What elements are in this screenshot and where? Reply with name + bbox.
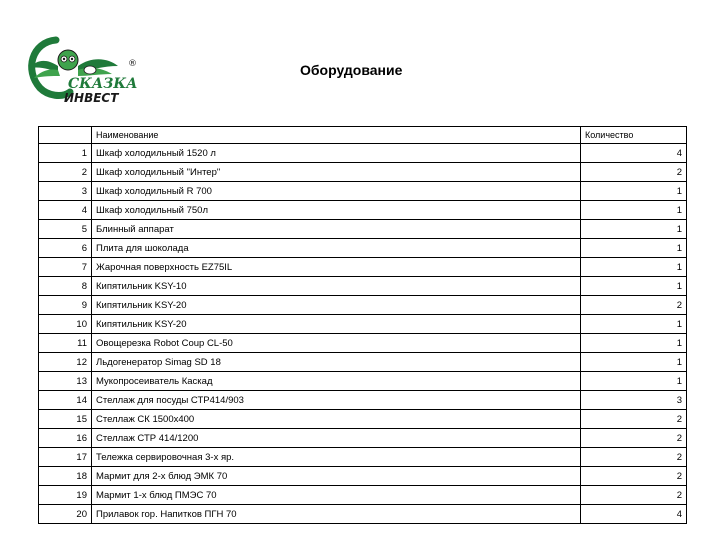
row-quantity: 2 (581, 486, 687, 505)
row-quantity: 1 (581, 201, 687, 220)
row-name: Кипятильник KSY-20 (92, 296, 581, 315)
row-number: 3 (39, 182, 92, 201)
page-title: Оборудование (300, 62, 403, 78)
table-row (39, 486, 687, 505)
table-row (39, 220, 687, 239)
row-name: Шкаф холодильный "Интер" (92, 163, 581, 182)
row-name: Плита для шоколада (92, 239, 581, 258)
row-quantity: 2 (581, 467, 687, 486)
row-number: 6 (39, 239, 92, 258)
row-quantity: 1 (581, 334, 687, 353)
row-name: Мармит для 2-х блюд ЭМК 70 (92, 467, 581, 486)
table-row (39, 296, 687, 315)
table-row (39, 410, 687, 429)
table-row (39, 315, 687, 334)
row-number: 9 (39, 296, 92, 315)
svg-text:СКАЗКА: СКАЗКА (68, 76, 138, 92)
equipment-table (38, 126, 687, 524)
row-quantity: 2 (581, 296, 687, 315)
table-row (39, 391, 687, 410)
row-quantity: 2 (581, 163, 687, 182)
table-row (39, 258, 687, 277)
row-number: 16 (39, 429, 92, 448)
header-quantity: Количество (581, 127, 687, 144)
row-quantity: 3 (581, 391, 687, 410)
row-number: 1 (39, 144, 92, 163)
table-row (39, 144, 687, 163)
row-number: 13 (39, 372, 92, 391)
table-row (39, 505, 687, 524)
row-name: Льдогенератор Simag SD 18 (92, 353, 581, 372)
row-quantity: 2 (581, 429, 687, 448)
row-number: 19 (39, 486, 92, 505)
table-row (39, 467, 687, 486)
row-number: 8 (39, 277, 92, 296)
row-name: Блинный аппарат (92, 220, 581, 239)
row-number: 2 (39, 163, 92, 182)
row-number: 10 (39, 315, 92, 334)
row-name: Шкаф холодильный 1520 л (92, 144, 581, 163)
row-name: Стеллаж СТР 414/1200 (92, 429, 581, 448)
row-quantity: 1 (581, 182, 687, 201)
row-quantity: 1 (581, 372, 687, 391)
row-name: Мармит 1-х блюд ПМЭС 70 (92, 486, 581, 505)
row-name: Кипятильник KSY-10 (92, 277, 581, 296)
table-row (39, 429, 687, 448)
row-number: 18 (39, 467, 92, 486)
table-row (39, 353, 687, 372)
row-number: 11 (39, 334, 92, 353)
row-quantity: 2 (581, 448, 687, 467)
row-name: Прилавок гор. Напитков ПГН 70 (92, 505, 581, 524)
row-quantity: 1 (581, 277, 687, 296)
row-number: 4 (39, 201, 92, 220)
company-logo (18, 30, 148, 110)
row-name: Кипятильник KSY-20 (92, 315, 581, 334)
row-quantity: 4 (581, 505, 687, 524)
row-number: 20 (39, 505, 92, 524)
table-row (39, 448, 687, 467)
table-row (39, 277, 687, 296)
row-name: Шкаф холодильный R 700 (92, 182, 581, 201)
row-quantity: 1 (581, 258, 687, 277)
row-quantity: 1 (581, 220, 687, 239)
row-name: Овощерезка Robot Coup CL-50 (92, 334, 581, 353)
row-name: Тележка сервировочная 3-х яр. (92, 448, 581, 467)
row-name: Мукопросеиватель Каскад (92, 372, 581, 391)
table-body (39, 144, 687, 524)
header-number (39, 127, 92, 144)
table-row (39, 239, 687, 258)
row-name: Стеллаж СК 1500х400 (92, 410, 581, 429)
row-name: Жарочная поверхность EZ75IL (92, 258, 581, 277)
row-number: 7 (39, 258, 92, 277)
row-name: Шкаф холодильный 750л (92, 201, 581, 220)
table-row (39, 334, 687, 353)
svg-text:ИНВЕСТ: ИНВЕСТ (64, 91, 119, 105)
table-row (39, 163, 687, 182)
row-number: 12 (39, 353, 92, 372)
header-name: Наименование (92, 127, 581, 144)
row-quantity: 1 (581, 239, 687, 258)
row-number: 14 (39, 391, 92, 410)
table-row (39, 201, 687, 220)
row-quantity: 1 (581, 353, 687, 372)
row-quantity: 4 (581, 144, 687, 163)
svg-text:®: ® (128, 59, 137, 69)
row-quantity: 2 (581, 410, 687, 429)
row-number: 17 (39, 448, 92, 467)
table-row (39, 182, 687, 201)
table-row (39, 372, 687, 391)
row-name: Стеллаж для посуды СТР414/903 (92, 391, 581, 410)
logo-graphic (18, 30, 148, 110)
row-number: 15 (39, 410, 92, 429)
row-number: 5 (39, 220, 92, 239)
table-header-row (39, 127, 687, 144)
row-quantity: 1 (581, 315, 687, 334)
